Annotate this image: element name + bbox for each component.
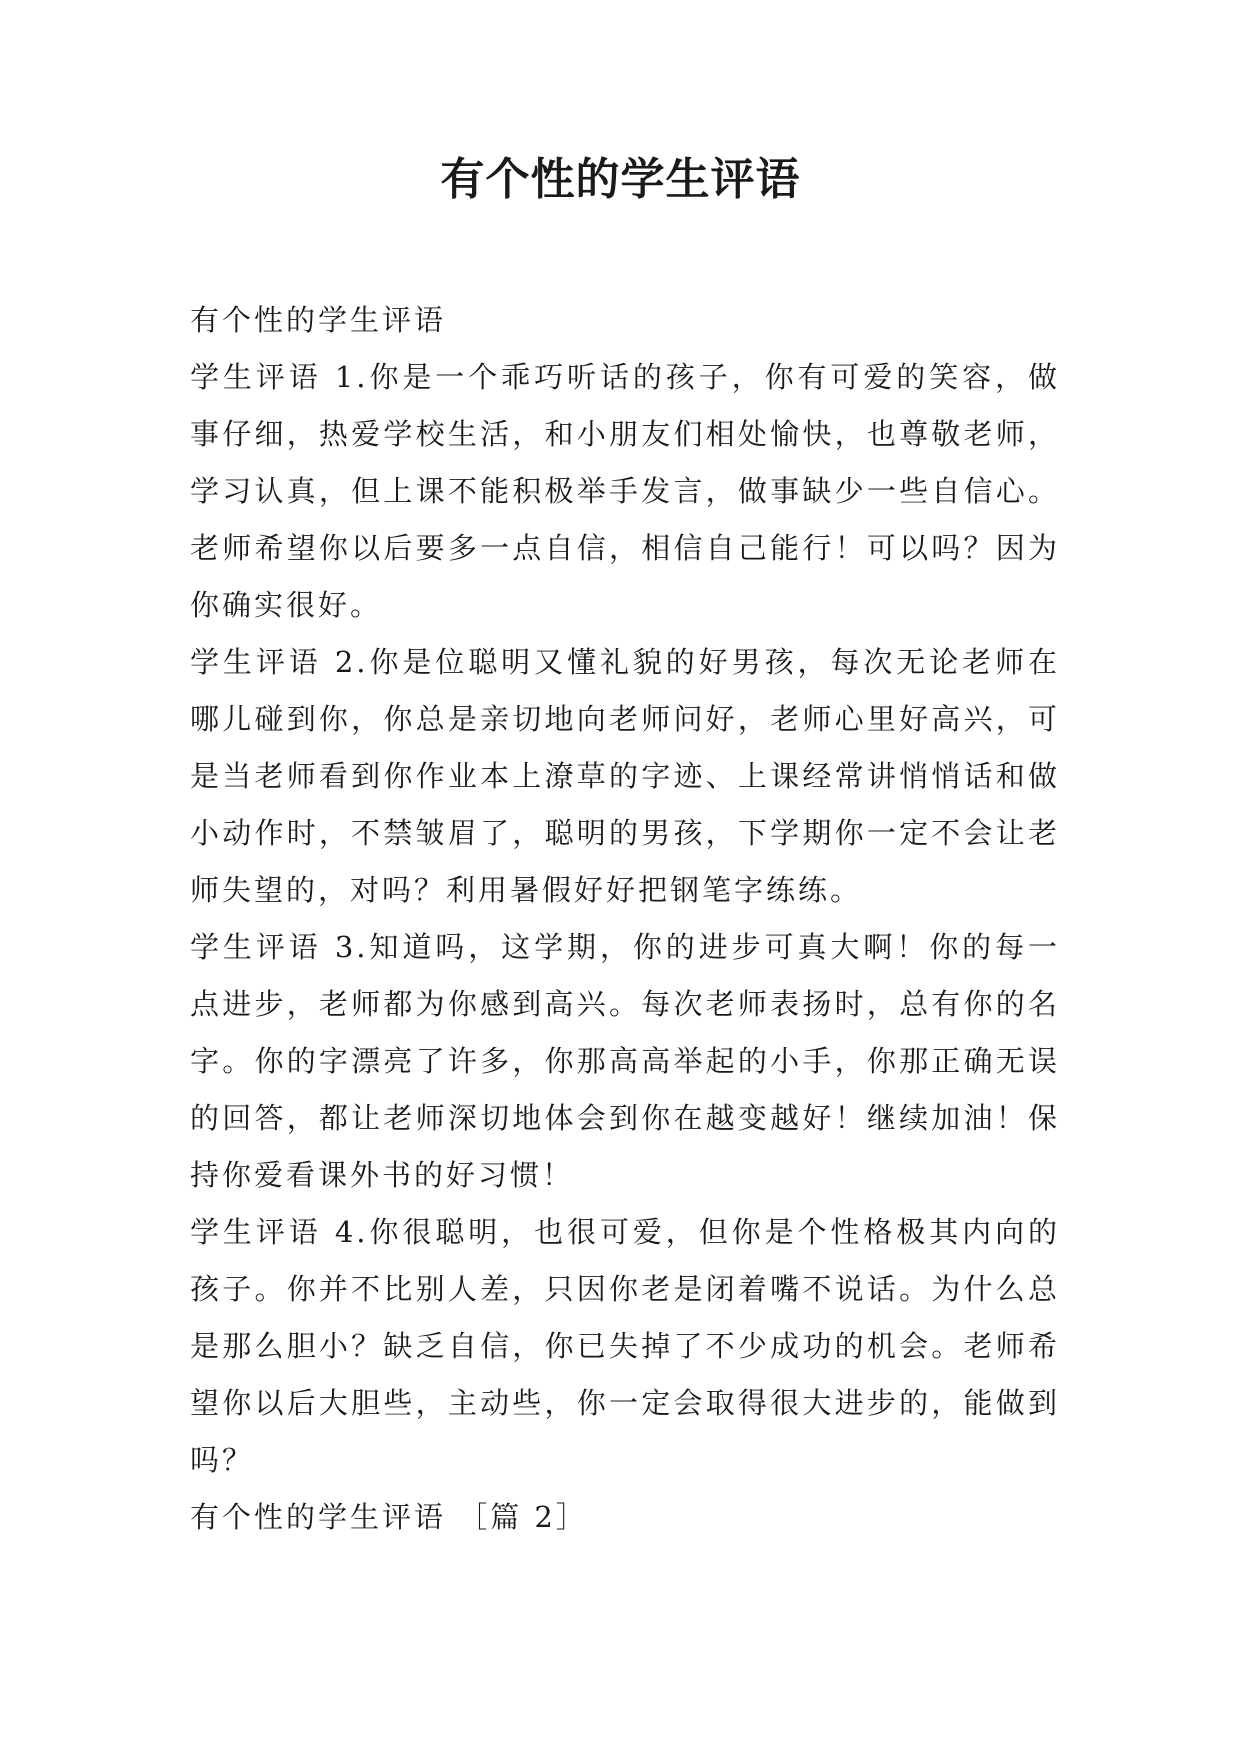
paragraph-heading: 有个性的学生评语: [190, 303, 447, 337]
paragraph-section-2-heading: 有个性的学生评语 ［篇 2］: [190, 1500, 588, 1534]
paragraph-comment-3: 学生评语 3.知道吗，这学期，你的进步可真大啊！你的每一点进步，老师都为你感到高兴。每次老师表扬时，总有你的名字。你的字漂亮了许多，你那高高举起的小手，你那正确无误的回答，都让老师深切地体会到你在越变越好！继续加油！保持你爱看课外书的好习惯！: [190, 930, 1060, 1192]
paragraph-comment-1: 学生评语 1.你是一个乖巧听话的孩子，你有可爱的笑容，做事仔细，热爱学校生活，和小朋友们相处愉快，也尊敬老师，学习认真，但上课不能积极举手发言，做事缺少一些自信心。老师希望你以后要多一点自信，相信自己能行！可以吗？因为你确实很好。: [190, 360, 1060, 622]
paragraph-comment-2: 学生评语 2.你是位聪明又懂礼貌的好男孩，每次无论老师在哪儿碰到你，你总是亲切地向老师问好，老师心里好高兴，可是当老师看到你作业本上潦草的字迹、上课经常讲悄悄话和做小动作时，不禁皱眉了，聪明的男孩，下学期你一定不会让老师失望的，对吗？利用暑假好好把钢笔字练练。: [190, 645, 1060, 907]
document-title: 有个性的学生评语: [440, 154, 801, 205]
document-body: [190, 292, 1060, 1546]
paragraph-comment-4: 学生评语 4.你很聪明，也很可爱，但你是个性格极其内向的孩子。你并不比别人差，只因你老是闭着嘴不说话。为什么总是那么胆小？缺乏自信，你已失掉了不少成功的机会。老师希望你以后大胆些，主动些，你一定会取得很大进步的，能做到吗？: [190, 1215, 1060, 1477]
